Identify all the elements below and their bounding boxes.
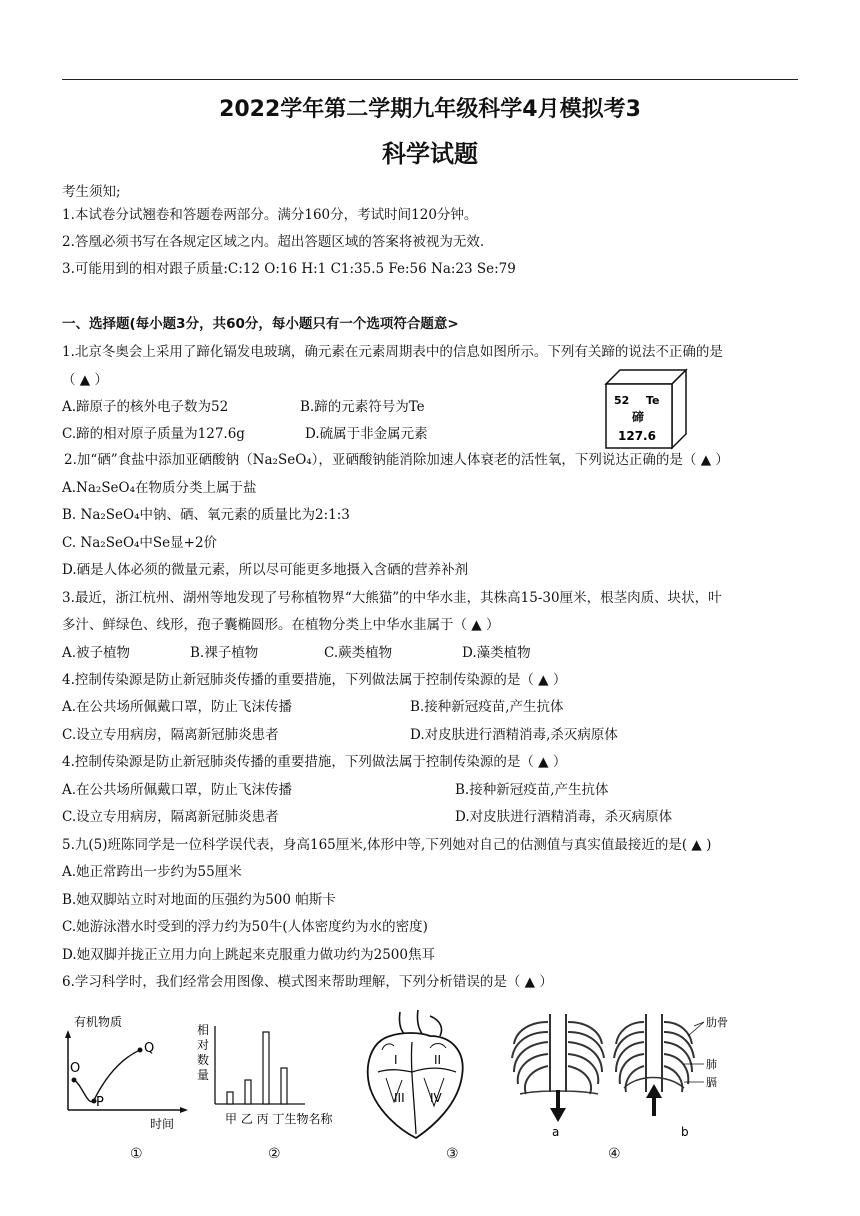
q3-option-a: A.被子植物 [62, 645, 131, 661]
q3-option-d: D.藻类植物 [462, 645, 531, 661]
fig1-ylabel: 有机物质 [74, 1015, 123, 1029]
q1-option-c: C.蹄的相对原子质量为127.6g [62, 426, 245, 442]
element-symbol: Te [646, 394, 660, 407]
part-b: b [681, 1125, 689, 1138]
q5-option-b: B.她双脚站立时对地面的压强约为500 帕斯卡 [62, 892, 336, 908]
figure-2-bar-chart [195, 1022, 355, 1136]
caption-2: ② [268, 1146, 281, 1162]
fig2-ylabel-4: 量 [197, 1068, 210, 1082]
exam-subtitle: 科学试题 [382, 140, 478, 168]
fig2-ylabel-1: 相 [197, 1023, 210, 1037]
q3-stem: 3.最近，浙江杭州、湖州等地发现了号称植物界“大熊猫”的中华水韭，其株高15-30厘米，根茎肉质、块状，叶 [62, 590, 722, 606]
point-o: O [70, 1061, 81, 1076]
q1-stem-tail: （ ▲ ） [62, 372, 108, 388]
fig1-xlabel: 时间 [150, 1117, 175, 1131]
label-rib: 肋骨 [706, 1016, 728, 1029]
caption-4: ④ [608, 1146, 621, 1162]
q3-option-b: B.裸子植物 [190, 645, 259, 661]
q4b-option-a: A.在公共场所佩戴口罩，防止飞沫传播 [62, 782, 293, 798]
q5-stem: 5.九(5)班陈同学是一位科学误代表，身高165厘米,体形中等,下列她对自己的估测值与真实值最接近的是( ▲ ) [62, 837, 712, 853]
q4a-option-c: C.设立专用病房，隔离新冠肺炎患者 [62, 727, 279, 743]
chamber-4: IV [430, 1091, 442, 1105]
element-number: 52 [614, 394, 630, 407]
chamber-2: II [434, 1053, 442, 1067]
point-q: Q [144, 1041, 155, 1056]
bar-乙 [245, 1080, 251, 1104]
label-lung: 肺 [706, 1058, 717, 1071]
bar-丙 [263, 1032, 269, 1104]
q5-option-c: C.她游泳潜水时受到的浮力约为50牛(人体密度约为水的密度) [62, 919, 428, 935]
q1-stem: 1.北京冬奥会上采用了蹄化镉发电玻璃，确元素在元素周期表中的信息如图所示。下列有关蹄的说法不正确的是 [62, 344, 723, 360]
q2-stem: 2.加“硒”食盐中添加亚硒酸钠（Na₂SeO₄），亚硒酸钠能消除加速人体衰老的活性氧，下列说达正确的是（ ▲ ） [64, 452, 729, 468]
figure-1-curve [60, 1010, 190, 1139]
q2-option-b: B. Na₂SeO₄中钠、硒、氧元素的质量比为2:1:3 [62, 507, 350, 523]
element-card-figure [604, 368, 688, 454]
q3-option-c: C.蕨类植物 [324, 645, 393, 661]
q2-option-a: A.Na₂SeO₄在物质分类上属于盐 [62, 480, 257, 496]
q4b-stem: 4.控制传染源是防止新冠肺炎传播的重要措施，下列做法属于控制传染源的是（ ▲ ） [62, 754, 567, 770]
q1-option-a: A.蹄原子的核外电子数为52 [62, 399, 229, 415]
q4a-stem: 4.控制传染源是防止新冠肺炎传播的重要措施，下列做法属于控制传染源的是（ ▲ ） [62, 672, 567, 688]
fig2-xlabel: 甲 乙 丙 丁生物名称 [225, 1112, 333, 1126]
bar-甲 [227, 1092, 233, 1104]
q4a-option-b: B.接种新冠疫苗,产生抗体 [410, 699, 564, 715]
notice-item-3: 3.可能用到的相对跟子质量:C:12 O:16 H:1 C1:35.5 Fe:56 Na:23 Se:79 [62, 261, 516, 277]
exam-title: 2022学年第二学期九年级科学4月模拟考3 [219, 97, 641, 122]
point-p: P [96, 1095, 104, 1110]
q5-option-d: D.她双脚并拢正立用力向上跳起来克服重力做功约为2500焦耳 [62, 947, 435, 963]
q4b-option-b: B.接种新冠疫苗,产生抗体 [455, 782, 609, 798]
caption-1: ① [130, 1146, 143, 1162]
q2-option-c: C. Na₂SeO₄中Se显+2价 [62, 535, 218, 551]
notice-heading: 考生须知; [62, 184, 121, 200]
element-name: 碲 [632, 410, 645, 424]
fig2-ylabel-2: 对 [197, 1038, 210, 1052]
q4a-option-d: D.对皮肤进行酒精消毒,杀灭病原体 [410, 727, 618, 743]
figure-3-heart [360, 1006, 470, 1145]
label-diaphragm: 膈 [706, 1076, 717, 1089]
q6-stem: 6.学习科学时，我们经常会用图像、模式图来帮助理解，下列分析错误的是（ ▲ ） [62, 974, 553, 990]
q1-option-b: B.蹄的元素符号为Te [300, 399, 425, 415]
bar-丁 [281, 1068, 287, 1104]
top-rule [62, 79, 798, 80]
fig2-ylabel-3: 数 [197, 1053, 210, 1067]
q2-option-d: D.硒是人体必须的微量元素，所以尽可能更多地摄入含硒的营养补剂 [62, 562, 469, 578]
q4a-option-a: A.在公共场所佩戴口罩，防止飞沫传播 [62, 699, 293, 715]
q3-stem-tail: 多汁、鲜绿色、线形，孢子囊椭圆形。在植物分类上中华水韭属于（ ▲ ） [62, 617, 500, 633]
q4b-option-c: C.设立专用病房，隔离新冠肺炎患者 [62, 809, 279, 825]
figure-4-ribcage [508, 1008, 738, 1142]
part-a: a [552, 1125, 560, 1138]
chamber-1: I [394, 1053, 398, 1067]
notice-item-1: 1.本试卷分试翘卷和答题卷两部分。满分160分，考试时间120分钟。 [62, 207, 478, 223]
q5-option-a: A.她正常跨出一步约为55厘米 [62, 864, 242, 880]
q4b-option-d: D.对皮肤进行酒精消毒，杀灭病原体 [455, 809, 673, 825]
element-mass: 127.6 [618, 429, 656, 443]
section-heading: 一、选择题(每小题3分，共60分，每小题只有一个选项符合题意> [62, 316, 459, 332]
notice-item-2: 2.答凰必须书写在各规定区域之内。超出答题区域的答案将被视为无效. [62, 234, 485, 250]
q1-option-d: D.硫属于非金属元素 [305, 426, 428, 442]
chamber-3: III [394, 1091, 405, 1105]
caption-3: ③ [446, 1146, 459, 1162]
